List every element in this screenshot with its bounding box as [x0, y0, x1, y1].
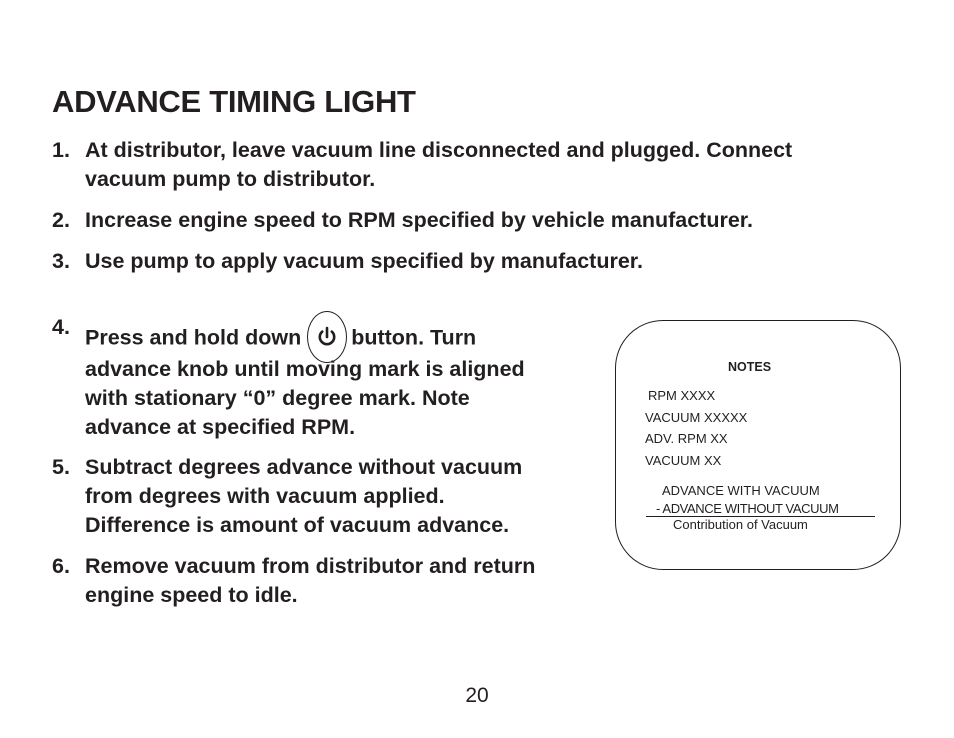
- notes-adv-rpm: ADV. RPM XX: [645, 431, 728, 446]
- step-2: [52, 206, 753, 235]
- step-text: advance knob until moving mark is aligned: [85, 357, 525, 381]
- step-number: 1.: [52, 138, 70, 162]
- page-title: ADVANCE TIMING LIGHT: [52, 84, 416, 119]
- step-3: [52, 247, 643, 276]
- step-number: 2.: [52, 208, 70, 232]
- step-text: Press and hold down: [85, 325, 302, 350]
- step-text: with stationary “0” degree mark. Note: [85, 386, 470, 410]
- step-text: Increase engine speed to RPM specified by vehicle manufacturer.: [85, 208, 753, 232]
- step-text: vacuum pump to distributor.: [85, 167, 376, 191]
- notes-box: [615, 320, 901, 570]
- step-number: 4.: [52, 315, 70, 339]
- step-text: Subtract degrees advance without vacuum: [85, 455, 523, 479]
- step-4-continued: [52, 355, 525, 442]
- power-icon: [316, 326, 338, 348]
- notes-advance-with-vacuum: ADVANCE WITH VACUUM: [662, 483, 820, 498]
- step-1: [52, 136, 792, 194]
- notes-title: NOTES: [728, 360, 772, 374]
- notes-rpm: RPM XXXX: [648, 388, 716, 403]
- step-number: 5.: [52, 455, 70, 479]
- step-5: [52, 453, 522, 540]
- step-text: Difference is amount of vacuum advance.: [85, 513, 510, 537]
- notes-contribution: Contribution of Vacuum: [673, 517, 808, 532]
- notes-advance-without-vacuum: - ADVANCE WITHOUT VACUUM: [656, 501, 839, 516]
- step-text: from degrees with vacuum applied.: [85, 484, 445, 508]
- notes-vacuum-2: VACUUM XX: [645, 453, 722, 468]
- step-text: engine speed to idle.: [85, 583, 298, 607]
- step-text: Remove vacuum from distributor and return: [85, 554, 536, 578]
- step-number: 3.: [52, 249, 70, 273]
- step-number: 6.: [52, 554, 70, 578]
- notes-vacuum: VACUUM XXXXX: [645, 410, 748, 425]
- step-text: At distributor, leave vacuum line disconnected and plugged. Connect: [85, 138, 793, 162]
- step-6: [52, 552, 535, 610]
- step-text: Use pump to apply vacuum specified by manufacturer.: [85, 249, 643, 273]
- page-number: 20: [465, 684, 489, 707]
- step-text: button. Turn: [351, 325, 477, 350]
- step-text: advance at specified RPM.: [85, 415, 356, 439]
